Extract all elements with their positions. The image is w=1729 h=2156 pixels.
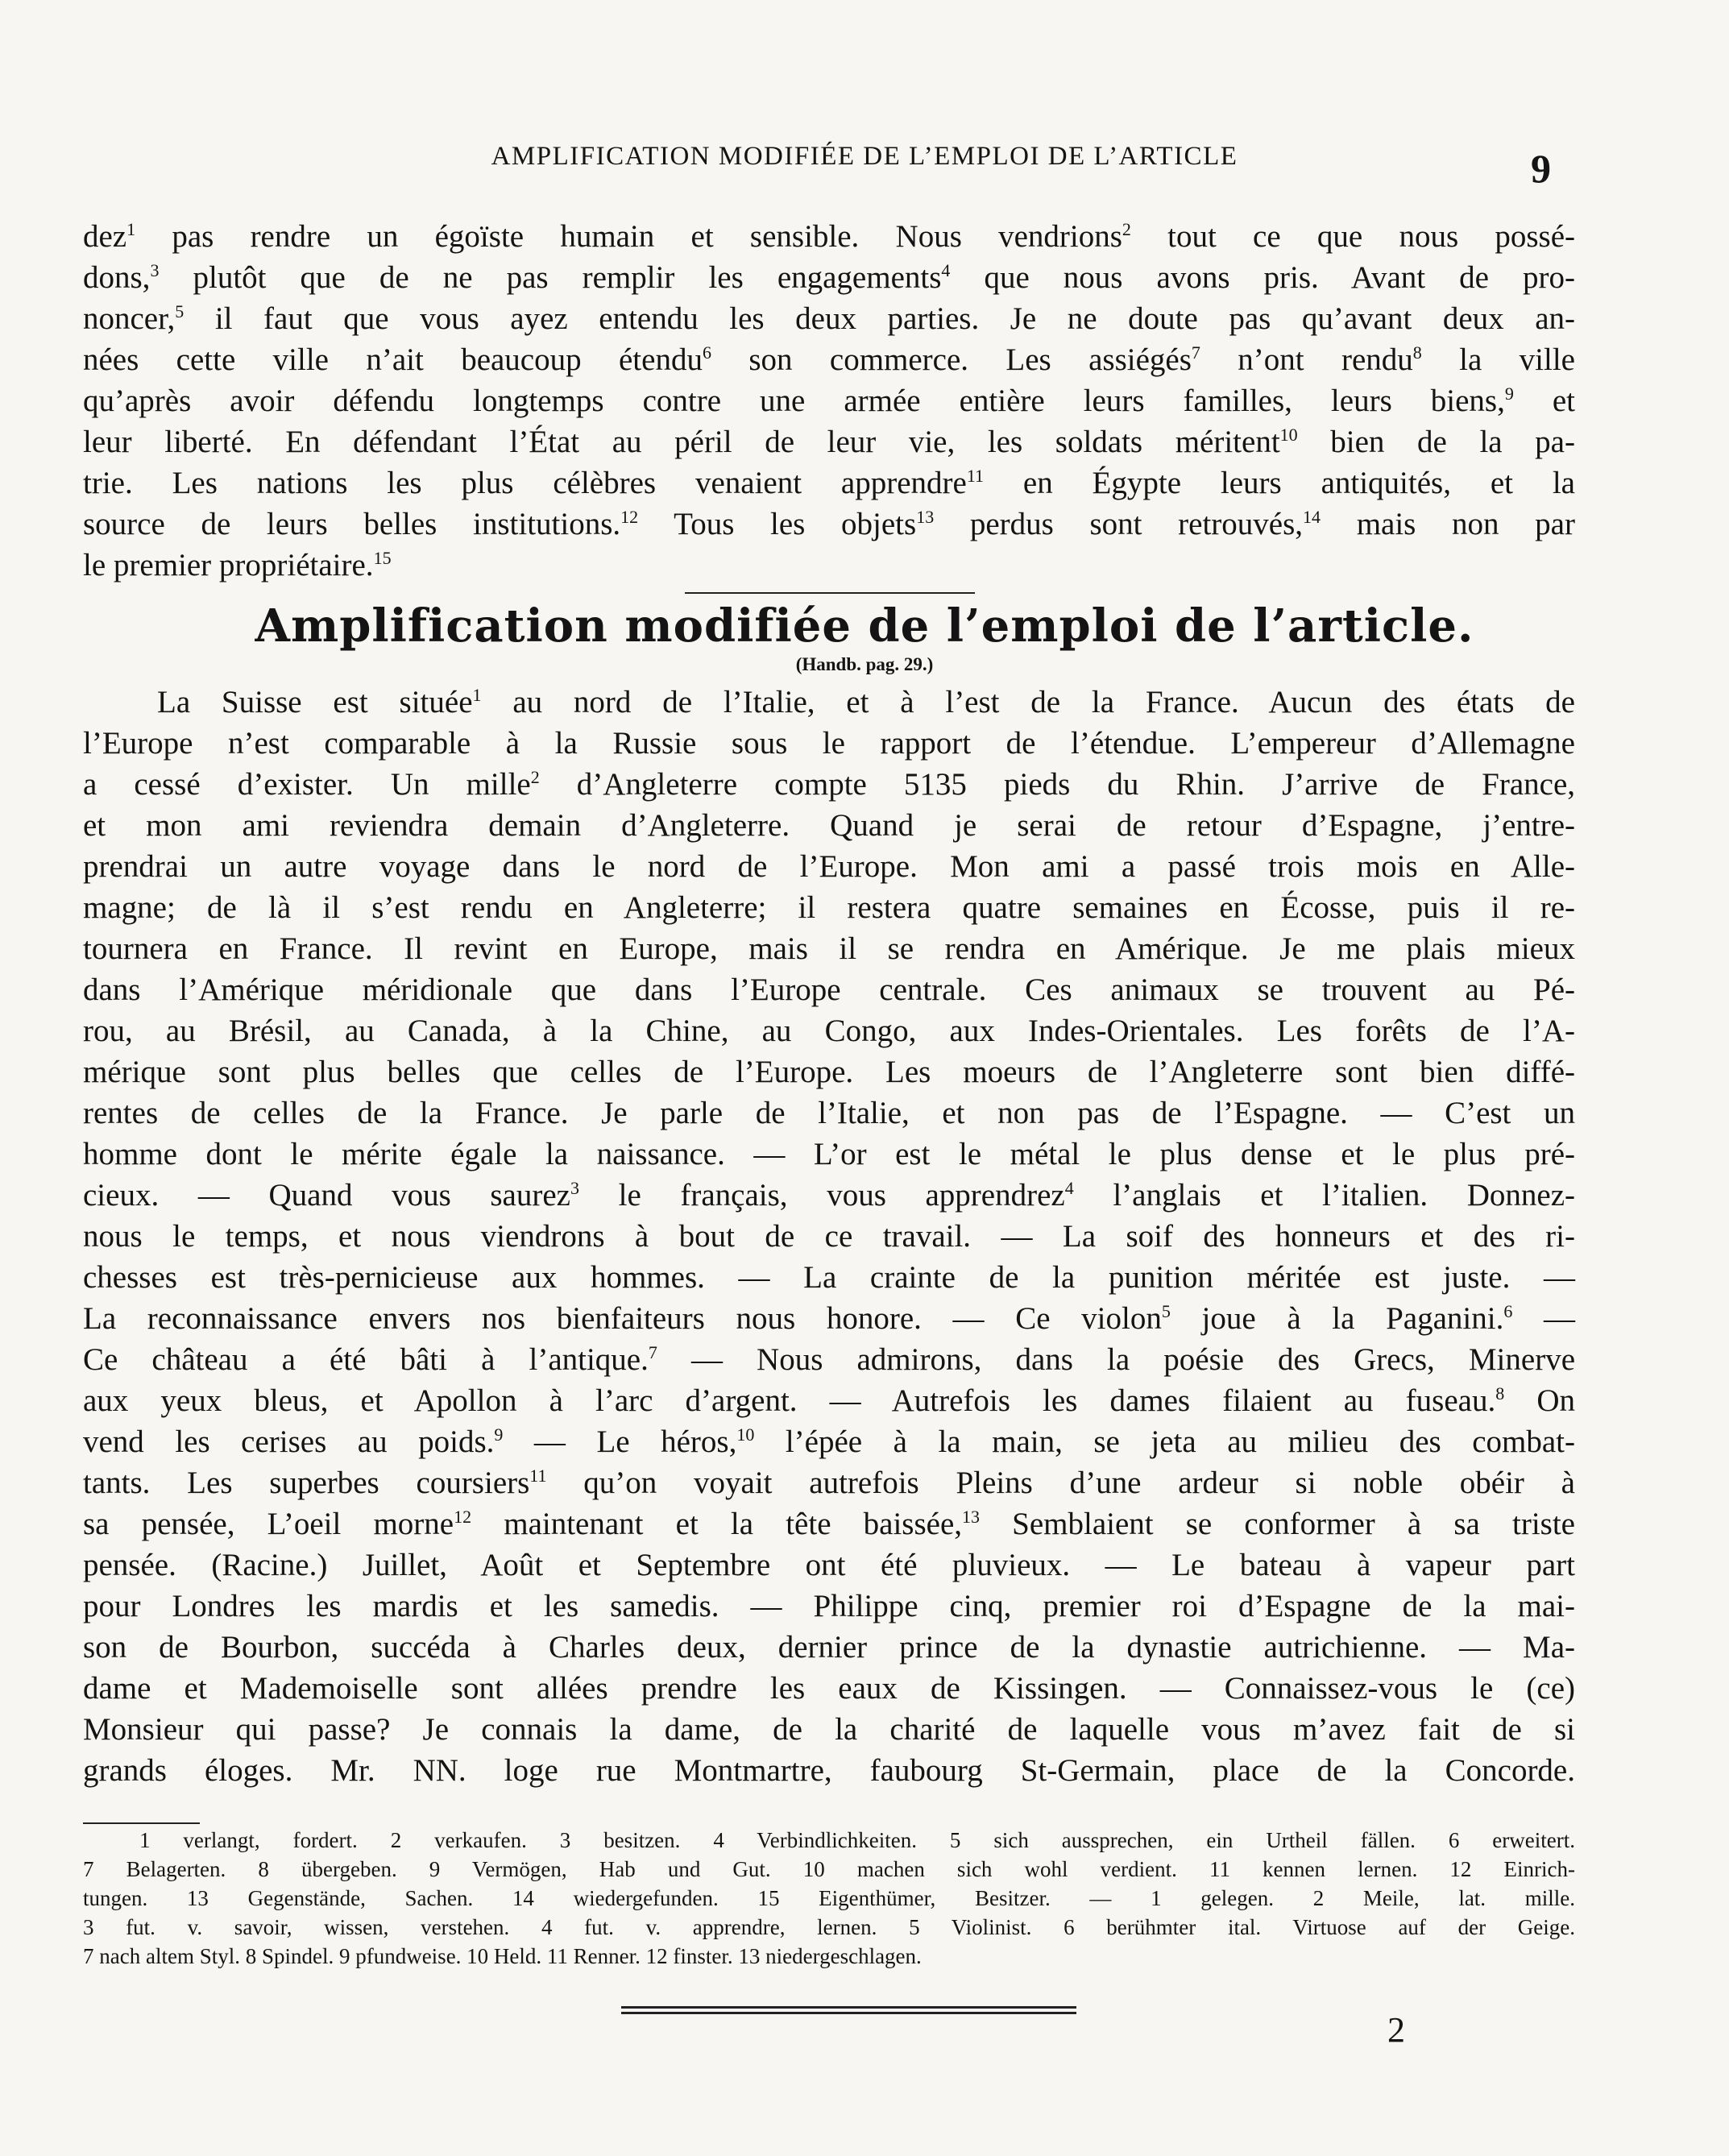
text-line: tournera en France. Il revint en Europe, mais il se rendra en Amérique. Je me plais mieux	[83, 931, 1575, 966]
text-line: dez$^1$ pas rendre un égoïste humain et sensible. Nous vendrions$^2$ tout ce que nous possé-	[83, 219, 1575, 254]
footnote-marker: 5	[1161, 1301, 1171, 1321]
footnote-marker: 6	[1503, 1301, 1513, 1321]
text-line: nous le temps, et nous viendrons à bout de ce travail. — La soif des honneurs et des ri-	[83, 1219, 1575, 1254]
footnote-marker: 9	[1504, 384, 1514, 404]
footnote-marker: 15	[373, 548, 392, 568]
footnote-marker: 3	[150, 260, 160, 280]
footnote-marker: 12	[620, 507, 639, 527]
page-number: 9	[1531, 146, 1551, 191]
footnote-marker: 12	[454, 1507, 472, 1527]
footnote-line: tungen. 13 Gegenstände, Sachen. 14 wiedergefunden. 15 Eigenthümer, Besitzer. — 1 gelegen. 2 Meile, lat. mille.	[83, 1886, 1575, 1910]
footnote-line: 3 fut. v. savoir, wissen, verstehen. 4 fut. v. apprendre, lernen. 5 Violinist. 6 berühmter ital. Virtuose auf der Geige.	[83, 1915, 1575, 1939]
footnote-marker: 7	[1191, 342, 1200, 363]
section-divider	[685, 592, 975, 594]
footnote-marker: 10	[736, 1424, 755, 1445]
text-line: prendrai un autre voyage dans le nord de l’Europe. Mon ami a passé trois mois en Alle-	[83, 849, 1575, 884]
text-line: La Suisse est située$^1$ au nord de l’Italie, et à l’est de la France. Aucun des états de	[157, 685, 1575, 719]
footnote-marker: 11	[529, 1466, 547, 1486]
text-line: magne; de là il s’est rendu en Angleterre; il restera quatre semaines en Écosse, puis il re-	[83, 890, 1575, 925]
text-line: sa pensée, L’oeil morne$^{12}$ maintenant et la tête baissée,$^{13}$ Semblaient se conformer à sa triste	[83, 1507, 1575, 1541]
footnote-marker: 10	[1279, 425, 1298, 445]
section-reference: (Handb. pag. 29.)	[795, 654, 934, 674]
footnote-marker: 2	[530, 767, 540, 787]
closing-rule	[621, 2012, 1076, 2014]
footnote-marker: 1	[472, 685, 482, 705]
text-line: homme dont le mérite égale la naissance. — L’or est le métal le plus dense et le plus pré-	[83, 1137, 1575, 1171]
text-line: mérique sont plus belles que celles de l’Europe. Les moeurs de l’Angleterre sont bien diffé-	[83, 1055, 1575, 1089]
text-line: La reconnaissance envers nos bienfaiteurs nous honore. — Ce violon$^5$ joue à la Paganini.$^6$ —	[83, 1301, 1575, 1336]
text-line: son de Bourbon, succéda à Charles deux, dernier prince de la dynastie autrichienne. — Ma-	[83, 1630, 1575, 1665]
text-line: dame et Mademoiselle sont allées prendre les eaux de Kissingen. — Connaissez-vous le (ce)	[83, 1671, 1575, 1706]
text-line: a cessé d’exister. Un mille$^2$ d’Angleterre compte 5135 pieds du Rhin. J’arrive de France,	[83, 767, 1576, 802]
closing-rule	[621, 2006, 1076, 2009]
signature-mark: 2	[1387, 2010, 1405, 2050]
text-line: pour Londres les mardis et les samedis. — Philippe cinq, premier roi d’Espagne de la mai-	[83, 1589, 1575, 1623]
text-line: aux yeux bleus, et Apollon à l’arc d’argent. — Autrefois les dames filaient au fuseau.$^8$ On	[83, 1383, 1575, 1418]
footnote-marker: 7	[648, 1342, 657, 1362]
text-line: cieux. — Quand vous saurez$^3$ le français, vous apprendrez$^4$ l’anglais et l’italien. Donnez-	[83, 1178, 1575, 1213]
text-line: Monsieur qui passe? Je connais la dame, de la charité de laquelle vous m’avez fait de si	[83, 1712, 1575, 1747]
text-line: Ce château a été bâti à l’antique.$^7$ — Nous admirons, dans la poésie des Grecs, Minerve	[83, 1342, 1576, 1377]
text-line: dons,$^3$ plutôt que de ne pas remplir les engagements$^4$ que nous avons pris. Avant de pro-	[83, 260, 1575, 295]
footnote-line: 1 verlangt, fordert. 2 verkaufen. 3 besitzen. 4 Verbindlichkeiten. 5 sich aussprechen, ein Urtheil fällen. 6 erweitert.	[139, 1828, 1575, 1852]
footnote-marker: 8	[1412, 342, 1422, 363]
text-line: source de leurs belles institutions.$^{12}$ Tous les objets$^{13}$ perdus sont retrouvés,$^{14}$ mais non par	[83, 507, 1575, 541]
text-line: vend les cerises au poids.$^9$ — Le héros,$^{10}$ l’épée à la main, se jeta au milieu des combat-	[83, 1424, 1575, 1459]
footnote-rule	[83, 1822, 200, 1824]
footnote-marker: 2	[1122, 219, 1131, 239]
footnote-marker: 8	[1495, 1383, 1505, 1403]
footnote-marker: 5	[175, 301, 185, 321]
text-line: dans l’Amérique méridionale que dans l’Europe centrale. Ces animaux se trouvent au Pé-	[83, 972, 1575, 1007]
paragraph-continued	[83, 216, 1575, 586]
footnote-marker: 4	[941, 260, 951, 280]
text-line: nées cette ville n’ait beaucoup étendu$^6$ son commerce. Les assiégés$^7$ n’ont rendu$^8$ la ville	[83, 342, 1575, 377]
text-line: pensée. (Racine.) Juillet, Août et Septembre ont été pluvieux. — Le bateau à vapeur part	[83, 1548, 1575, 1582]
footnotes	[83, 1826, 1575, 1971]
footnote-marker: 3	[570, 1178, 579, 1198]
footnote-line: 7 nach altem Styl. 8 Spindel. 9 pfundweise. 10 Held. 11 Renner. 12 finster. 13 niedergeschlagen.	[83, 1944, 922, 1968]
text-line: chesses est très-pernicieuse aux hommes. — La crainte de la punition méritée est juste. —	[83, 1260, 1575, 1295]
section-heading: Amplification modifiée de l’emploi de l’article.	[255, 599, 1474, 653]
text-line: qu’après avoir défendu longtemps contre une armée entière leurs familles, leurs biens,$^9$ et	[83, 384, 1575, 418]
text-line: rou, au Brésil, au Canada, à la Chine, au Congo, aux Indes-Orientales. Les forêts de l’A-	[83, 1014, 1575, 1048]
footnote-marker: 14	[1303, 507, 1321, 527]
footnote-marker: 11	[966, 466, 985, 486]
footnote-marker: 13	[916, 507, 935, 527]
footnote-marker: 9	[494, 1424, 504, 1445]
footnote-marker: 4	[1064, 1178, 1074, 1198]
text-line: l’Europe n’est comparable à la Russie sous le rapport de l’étendue. L’empereur d’Allemagne	[83, 726, 1575, 761]
text-line: le premier propriétaire.$^{15}$	[83, 548, 392, 583]
text-line: leur liberté. En défendant l’État au péril de leur vie, les soldats méritent$^{10}$ bien de la pa-	[83, 425, 1575, 459]
footnote-marker: 6	[702, 342, 711, 363]
text-line: trie. Les nations les plus célèbres venaient apprendre$^{11}$ en Égypte leurs antiquités, et la	[83, 466, 1575, 500]
footnote-line: 7 Belagerten. 8 übergeben. 9 Vermögen, Hab und Gut. 10 machen sich wohl verdient. 11 kennen lernen. 12 Einrich-	[83, 1857, 1575, 1881]
text-line: et mon ami reviendra demain d’Angleterre. Quand je serai de retour d’Espagne, j’entre-	[83, 808, 1575, 843]
text-line: tants. Les superbes coursiers$^{11}$ qu’on voyait autrefois Pleins d’une ardeur si noble obéir à	[83, 1466, 1575, 1500]
footnote-marker: 13	[962, 1507, 981, 1527]
text-line: grands éloges. Mr. NN. loge rue Montmartre, faubourg St-Germain, place de la Concorde.	[83, 1753, 1575, 1788]
exercise-paragraph	[83, 682, 1575, 1791]
text-line: rentes de celles de la France. Je parle de l’Italie, et non pas de l’Espagne. — C’est un	[83, 1096, 1575, 1130]
text-line: noncer,$^5$ il faut que vous ayez entendu les deux parties. Je ne doute pas qu’avant deux an-	[83, 301, 1575, 336]
footnote-marker: 1	[126, 219, 136, 239]
running-title: AMPLIFICATION MODIFIÉE DE L’EMPLOI DE L’ARTICLE	[491, 142, 1238, 171]
